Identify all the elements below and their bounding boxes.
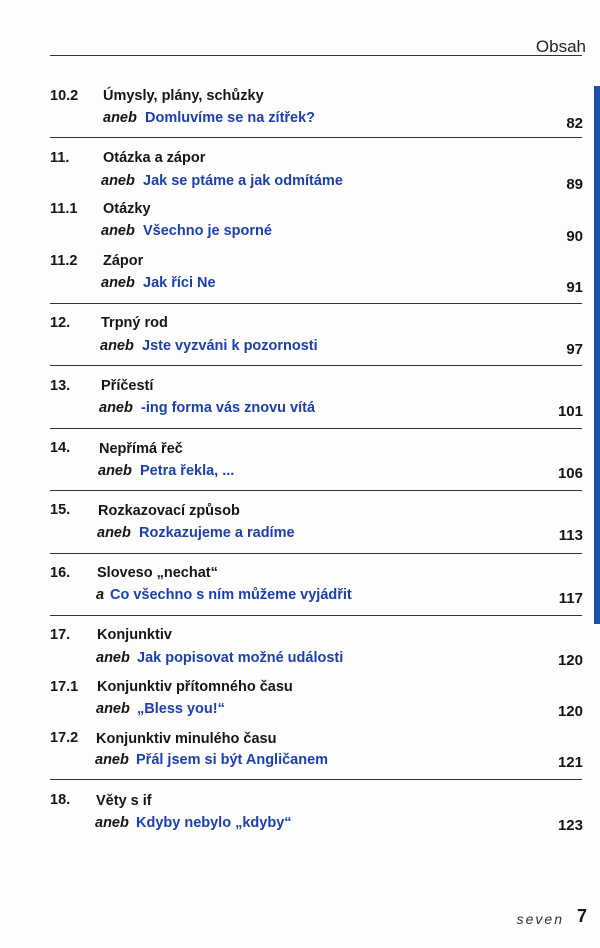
entry-number: 17. [50, 627, 71, 643]
entry-title: Konjunktiv [97, 627, 172, 643]
entry-number: 17.1 [50, 679, 79, 695]
section-title: Obsah [535, 37, 586, 56]
header-divider [50, 55, 582, 56]
entry-subtitle: Co všechno s ním můžeme vyjádřit [110, 587, 352, 603]
entry-prefix: aneb [97, 525, 131, 541]
entry-prefix: aneb [96, 701, 130, 717]
entry-title: Sloveso „nechat“ [97, 565, 218, 581]
entry-page-number: 117 [558, 590, 583, 607]
entry-page-number: 121 [557, 754, 583, 771]
entry-prefix: aneb [96, 650, 130, 666]
footer-page-word: seven [516, 911, 564, 927]
entry-subtitle: -ing forma vás znovu vítá [141, 400, 316, 416]
entry-prefix: aneb [99, 400, 133, 416]
entry-subtitle: Rozkazujeme a radíme [139, 525, 295, 541]
entry-subtitle: Kdyby nebylo „kdyby“ [136, 815, 292, 831]
chapter-edge-marker [594, 86, 600, 624]
entry-page-number: 120 [557, 652, 583, 669]
entry-title: Nepřímá řeč [99, 441, 183, 457]
entry-divider [50, 553, 582, 554]
entry-subtitle: Jste vyzváni k pozornosti [142, 338, 318, 354]
entry-divider [50, 428, 582, 429]
entry-prefix: aneb [100, 338, 134, 354]
entry-subtitle: Jak říci Ne [143, 275, 216, 291]
entry-number: 15. [50, 502, 71, 518]
entry-page-number: 113 [558, 527, 583, 544]
entry-title: Konjunktiv minulého času [96, 731, 277, 747]
entry-subtitle: „Bless you!“ [137, 701, 225, 717]
entry-title: Konjunktiv přítomného času [97, 679, 293, 695]
entry-prefix: aneb [101, 173, 135, 189]
entry-title: Trpný rod [101, 315, 168, 331]
entry-page-number: 120 [557, 703, 583, 720]
entry-subtitle: Všechno je sporné [143, 223, 272, 239]
entry-prefix: aneb [103, 110, 137, 126]
entry-title: Rozkazovací způsob [98, 503, 240, 519]
entry-title: Úmysly, plány, schůzky [103, 88, 264, 104]
entry-subtitle: Jak se ptáme a jak odmítáme [143, 173, 343, 189]
footer-page-number: 7 [576, 906, 587, 926]
entry-subtitle: Přál jsem si být Angličanem [136, 752, 329, 768]
entry-title: Příčestí [101, 378, 154, 394]
entry-number: 13. [50, 378, 71, 394]
entry-page-number: 89 [566, 176, 583, 193]
entry-subtitle: Jak popisovat možné události [137, 650, 344, 666]
entry-subtitle: Petra řekla, ... [140, 463, 235, 479]
entry-number: 14. [50, 440, 71, 456]
entry-page-number: 106 [557, 465, 583, 482]
entry-title: Věty s if [96, 793, 152, 809]
entry-prefix: aneb [95, 752, 129, 768]
entry-divider [50, 137, 582, 138]
entry-divider [50, 615, 582, 616]
entry-divider [50, 365, 582, 366]
entry-number: 17.2 [50, 730, 79, 746]
entry-title: Otázka a zápor [103, 150, 206, 166]
entry-prefix: aneb [95, 815, 129, 831]
entry-number: 18. [50, 792, 71, 808]
entry-number: 16. [50, 565, 71, 581]
entry-number: 12. [50, 315, 71, 331]
entry-prefix: a [96, 587, 105, 603]
entry-prefix: aneb [101, 275, 135, 291]
entry-number: 11. [50, 150, 70, 166]
entry-page-number: 101 [557, 403, 583, 420]
entry-number: 11.2 [50, 253, 78, 269]
entry-page-number: 123 [557, 817, 583, 834]
entry-page-number: 82 [566, 115, 583, 132]
entry-prefix: aneb [98, 463, 132, 479]
entry-title: Zápor [103, 253, 144, 269]
entry-page-number: 90 [566, 228, 583, 245]
entry-divider [50, 490, 582, 491]
entry-divider [50, 779, 582, 780]
entry-prefix: aneb [101, 223, 135, 239]
entry-divider [50, 303, 582, 304]
entry-title: Otázky [103, 201, 151, 217]
entry-page-number: 97 [566, 341, 583, 358]
entry-number: 11.1 [50, 201, 78, 217]
entry-number: 10.2 [50, 88, 79, 104]
entry-page-number: 91 [566, 279, 583, 296]
entry-subtitle: Domluvíme se na zítřek? [145, 110, 316, 126]
